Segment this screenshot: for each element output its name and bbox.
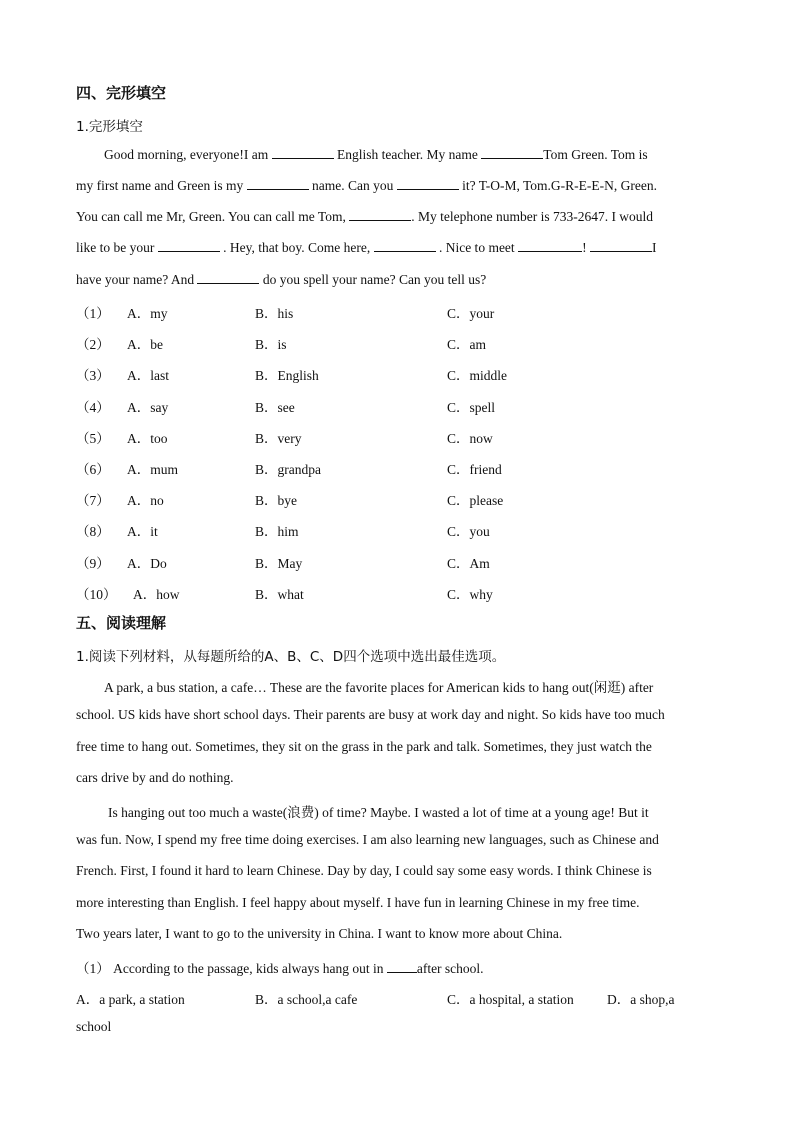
option-number: （4） [76,400,110,415]
option-number: （5） [76,431,110,446]
option-c[interactable]: C．friend [447,462,502,477]
subsection-title-cloze: 1.完形填空 [76,119,143,135]
option-b[interactable]: B．English [255,368,319,383]
option-b[interactable]: B．May [255,556,303,571]
option-a[interactable]: A．be [127,337,163,352]
option-b[interactable]: B．what [255,587,304,602]
option-c[interactable]: C．please [447,493,504,508]
option-number: （9） [76,556,110,571]
option-number: （6） [76,462,110,477]
q1-option-a[interactable]: A．a park, a station [76,992,185,1007]
option-b[interactable]: B．him [255,524,299,539]
passage-line: free time to hang out. Sometimes, they sit on the grass in the park and talk. Sometimes, they just watch the [76,739,652,754]
subsection-title-reading: 1.阅读下列材料，从每题所给的A、B、C、D四个选项中选出最佳选项。 [76,649,506,665]
q1-option-c[interactable]: C．a hospital, a station [447,992,574,1007]
option-a[interactable]: A．my [127,306,168,321]
option-number: （2） [76,337,110,352]
option-b[interactable]: B．bye [255,493,297,508]
answer-blank-7[interactable] [374,239,436,252]
cloze-text: Tom Green. Tom is [543,147,648,162]
passage-line: cars drive by and do nothing. [76,770,234,785]
option-b[interactable]: B．his [255,306,294,321]
cloze-text: Good morning, everyone!I am [104,147,269,162]
cloze-line-4 [76,239,656,256]
option-number: （8） [76,524,110,539]
option-c[interactable]: C．you [447,524,490,539]
passage-line: French. First, I found it hard to learn Chinese. Day by day, I could say some easy words. I think Chinese is [76,863,652,878]
option-number: （1） [76,306,110,321]
passage-line: more interesting than English. I feel happy about myself. I have fun in learning Chinese in my free time. [76,895,640,910]
passage-line: Is hanging out too much a waste(浪费) of time? Maybe. I wasted a lot of time at a young age! But it [108,805,649,820]
question-text: According to the passage, kids always hang out in [113,961,384,976]
option-b[interactable]: B．very [255,431,302,446]
option-c[interactable]: C．spell [447,400,496,415]
cloze-text: . Hey, that boy. Come here, [223,240,371,255]
q1-option-d-continued: school [76,1019,112,1034]
cloze-text: my first name and Green is my [76,178,244,193]
option-b[interactable]: B．is [255,337,287,352]
option-a[interactable]: A．last [127,368,169,383]
option-c[interactable]: C．your [447,306,495,321]
answer-blank-5[interactable] [349,208,411,221]
answer-blank-3[interactable] [247,177,309,190]
passage-line: was fun. Now, I spend my free time doing exercises. I am also learning new languages, such as Chinese and [76,832,659,847]
cloze-text: name. Can you [311,178,394,193]
option-c[interactable]: C．why [447,587,493,602]
option-a[interactable]: A．how [133,587,180,602]
cloze-line-1 [104,146,648,163]
cloze-line-5 [76,271,486,288]
cloze-text: I [651,240,657,255]
option-c[interactable]: C．now [447,431,493,446]
option-c[interactable]: C．am [447,337,486,352]
option-a[interactable]: A．mum [127,462,179,477]
cloze-line-2 [76,177,657,194]
section-title-cloze: 四、完形填空 [76,84,167,102]
option-a[interactable]: A．too [127,431,168,446]
option-number: （7） [76,493,110,508]
answer-blank-1[interactable] [272,146,334,159]
answer-blank-9[interactable] [590,239,652,252]
option-b[interactable]: B．grandpa [255,462,321,477]
cloze-text: English teacher. My name [336,147,478,162]
passage-line: A park, a bus station, a cafe… These are the favorite places for American kids to hang out(闲逛) after [104,680,654,695]
cloze-text: it? T-O-M, Tom.G-R-E-E-N, Green. [462,178,657,193]
answer-blank-q1[interactable] [387,960,417,973]
cloze-text: . My telephone number is 733-2647. I would [411,209,654,224]
cloze-text: ! [582,240,587,255]
option-b[interactable]: B．see [255,400,295,415]
q1-option-d[interactable]: D．a shop,a [607,992,675,1007]
cloze-text: do you spell your name? Can you tell us? [262,272,487,287]
option-number: （3） [76,368,110,383]
question-number: （1） [76,961,110,976]
answer-blank-10[interactable] [197,271,259,284]
passage-line: school. US kids have short school days. Their parents are busy at work day and night. So kids have too much [76,707,665,722]
answer-blank-4[interactable] [397,177,459,190]
answer-blank-8[interactable] [518,239,582,252]
answer-blank-6[interactable] [158,239,220,252]
cloze-text: You can call me Mr, Green. You can call me Tom, [76,209,346,224]
option-a[interactable]: A．no [127,493,164,508]
q1-option-b[interactable]: B．a school,a cafe [255,992,358,1007]
cloze-text: like to be your [76,240,155,255]
option-a[interactable]: A．Do [127,556,167,571]
cloze-text: have your name? And [76,272,195,287]
option-a[interactable]: A．it [127,524,158,539]
answer-blank-2[interactable] [481,146,543,159]
cloze-text: . Nice to meet [438,240,515,255]
option-a[interactable]: A．say [127,400,169,415]
passage-line: Two years later, I want to go to the university in China. I want to know more about China. [76,926,563,941]
option-number: （10） [76,587,117,602]
question-1 [76,957,484,977]
section-title-reading: 五、阅读理解 [76,614,167,632]
option-c[interactable]: C．Am [447,556,490,571]
cloze-line-3 [76,208,653,225]
option-c[interactable]: C．middle [447,368,507,383]
question-text: after school. [416,961,484,976]
